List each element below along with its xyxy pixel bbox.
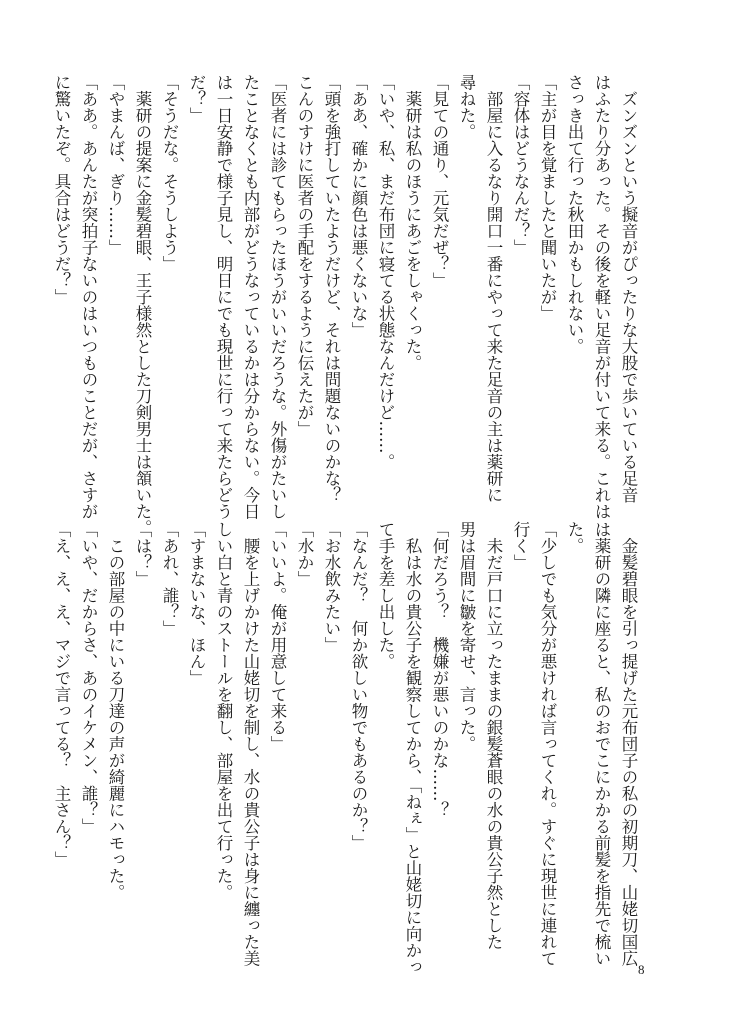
text-line: この部屋の中にいる刀達の声が綺麗にハモった。 [106,521,125,901]
text-line: は一日安静で様子見し、明日にでも現世に行って来たらどう [214,74,233,520]
text-line: 「ああ、確かに顔色は悪くないな」 [349,74,368,338]
text-line: 「いや、だからさ、あのイケメン、誰？」 [79,521,98,835]
text-line: 金髪碧眼を引っ提げた元布団子の私の初期刀、山姥切国広 [619,521,638,967]
text-line: 「いや、私、まだ布団に寝てる状態なんだけど……。 [376,74,395,470]
text-line: 「何だろう？ 機嫌が悪いのかな……？ [430,521,449,818]
text-line: 「いいよ。俺が用意して来る」 [268,521,287,752]
text-line: こんのすけに医者の手配をするように伝えたが」 [295,74,314,437]
text-line: 「お水飲みたい」 [322,521,341,653]
text-line: 「ああ。あんたが突拍子ないのはいつものことだが、さすが [79,74,98,520]
text-line: 「容体はどうなんだ？」 [511,74,530,256]
text-line: 腰を上げかけた山姥切を制し、水の貴公子は身に纏った美 [241,521,260,967]
text-line: 男は眉間に皺を寄せ、言った。 [457,521,476,752]
text-line: 「頭を強打していたようだけど、それは問題ないのかな？ [322,74,341,503]
text-line: 私は水の貴公子を観察してから、「ねぇ」と山姥切に向かっ [403,521,422,975]
text-line: 行く」 [511,521,530,571]
text-line: 薬研は私のほうにあごをしゃくった。 [403,74,422,371]
text-line: 「そうだな。そうしよう」 [160,74,179,272]
text-line: 「すまないな、ほん」 [187,521,206,686]
text-line: に驚いたぞ。具合はどうだ？」 [52,74,71,305]
text-line: 「は？」 [133,521,152,587]
text-line: さっき出て行った秋田かもしれない。 [565,74,584,355]
text-line: 「見ての通り、元気だぜ？」 [430,74,449,289]
top-text-block [52,74,642,536]
text-line: 薬研の提案に金髪碧眼、王子様然とした刀剣男士は頷いた。 [133,74,152,536]
text-line: しい白と青のストールを翻し、部屋を出て行った。 [214,521,233,901]
text-line: 「水か」 [295,521,314,587]
text-line: 未だ戸口に立ったままの銀髪蒼眼の水の貴公子然とした [484,521,503,950]
text-line: 部屋に入るなり開口一番にやって来た足音の主は薬研に [484,74,503,503]
text-line: ズンズンという擬音がぴったりな大股で歩いている足音 [619,74,638,503]
text-line: だ？」 [187,74,206,124]
text-line: 「え、え、え、マジで言ってる？ 主さん？」 [52,521,71,868]
bottom-text-block [52,521,642,975]
text-line: 尋ねた。 [457,74,476,140]
text-line: 「少しでも気分が悪ければ言ってくれ。すぐに現世に連れて [538,521,557,967]
text-line: 「主が目を覚ましたと聞いたが」 [538,74,557,322]
text-line: 「医者には診てもらったほうがいいだろうな。外傷がたいし [268,74,287,520]
text-line: はふたり分あった。その後を軽い足音が付いて来る。これは [592,74,611,520]
text-line: たことなくとも内部がどうなっているかは分からない。今日 [241,74,260,520]
text-line: て手を差し出した。 [376,521,395,670]
text-line: た。 [565,521,584,554]
text-line: 「やまんば、ぎり……」 [106,74,125,256]
text-line: 「あれ、誰？」 [160,521,179,637]
text-line: は薬研の隣に座ると、私のおでこにかかる前髪を指先で梳い [592,521,611,967]
text-line: 「なんだ？ 何か欲しい物でもあるのか？」 [349,521,368,851]
page-number: 8 [638,962,645,977]
